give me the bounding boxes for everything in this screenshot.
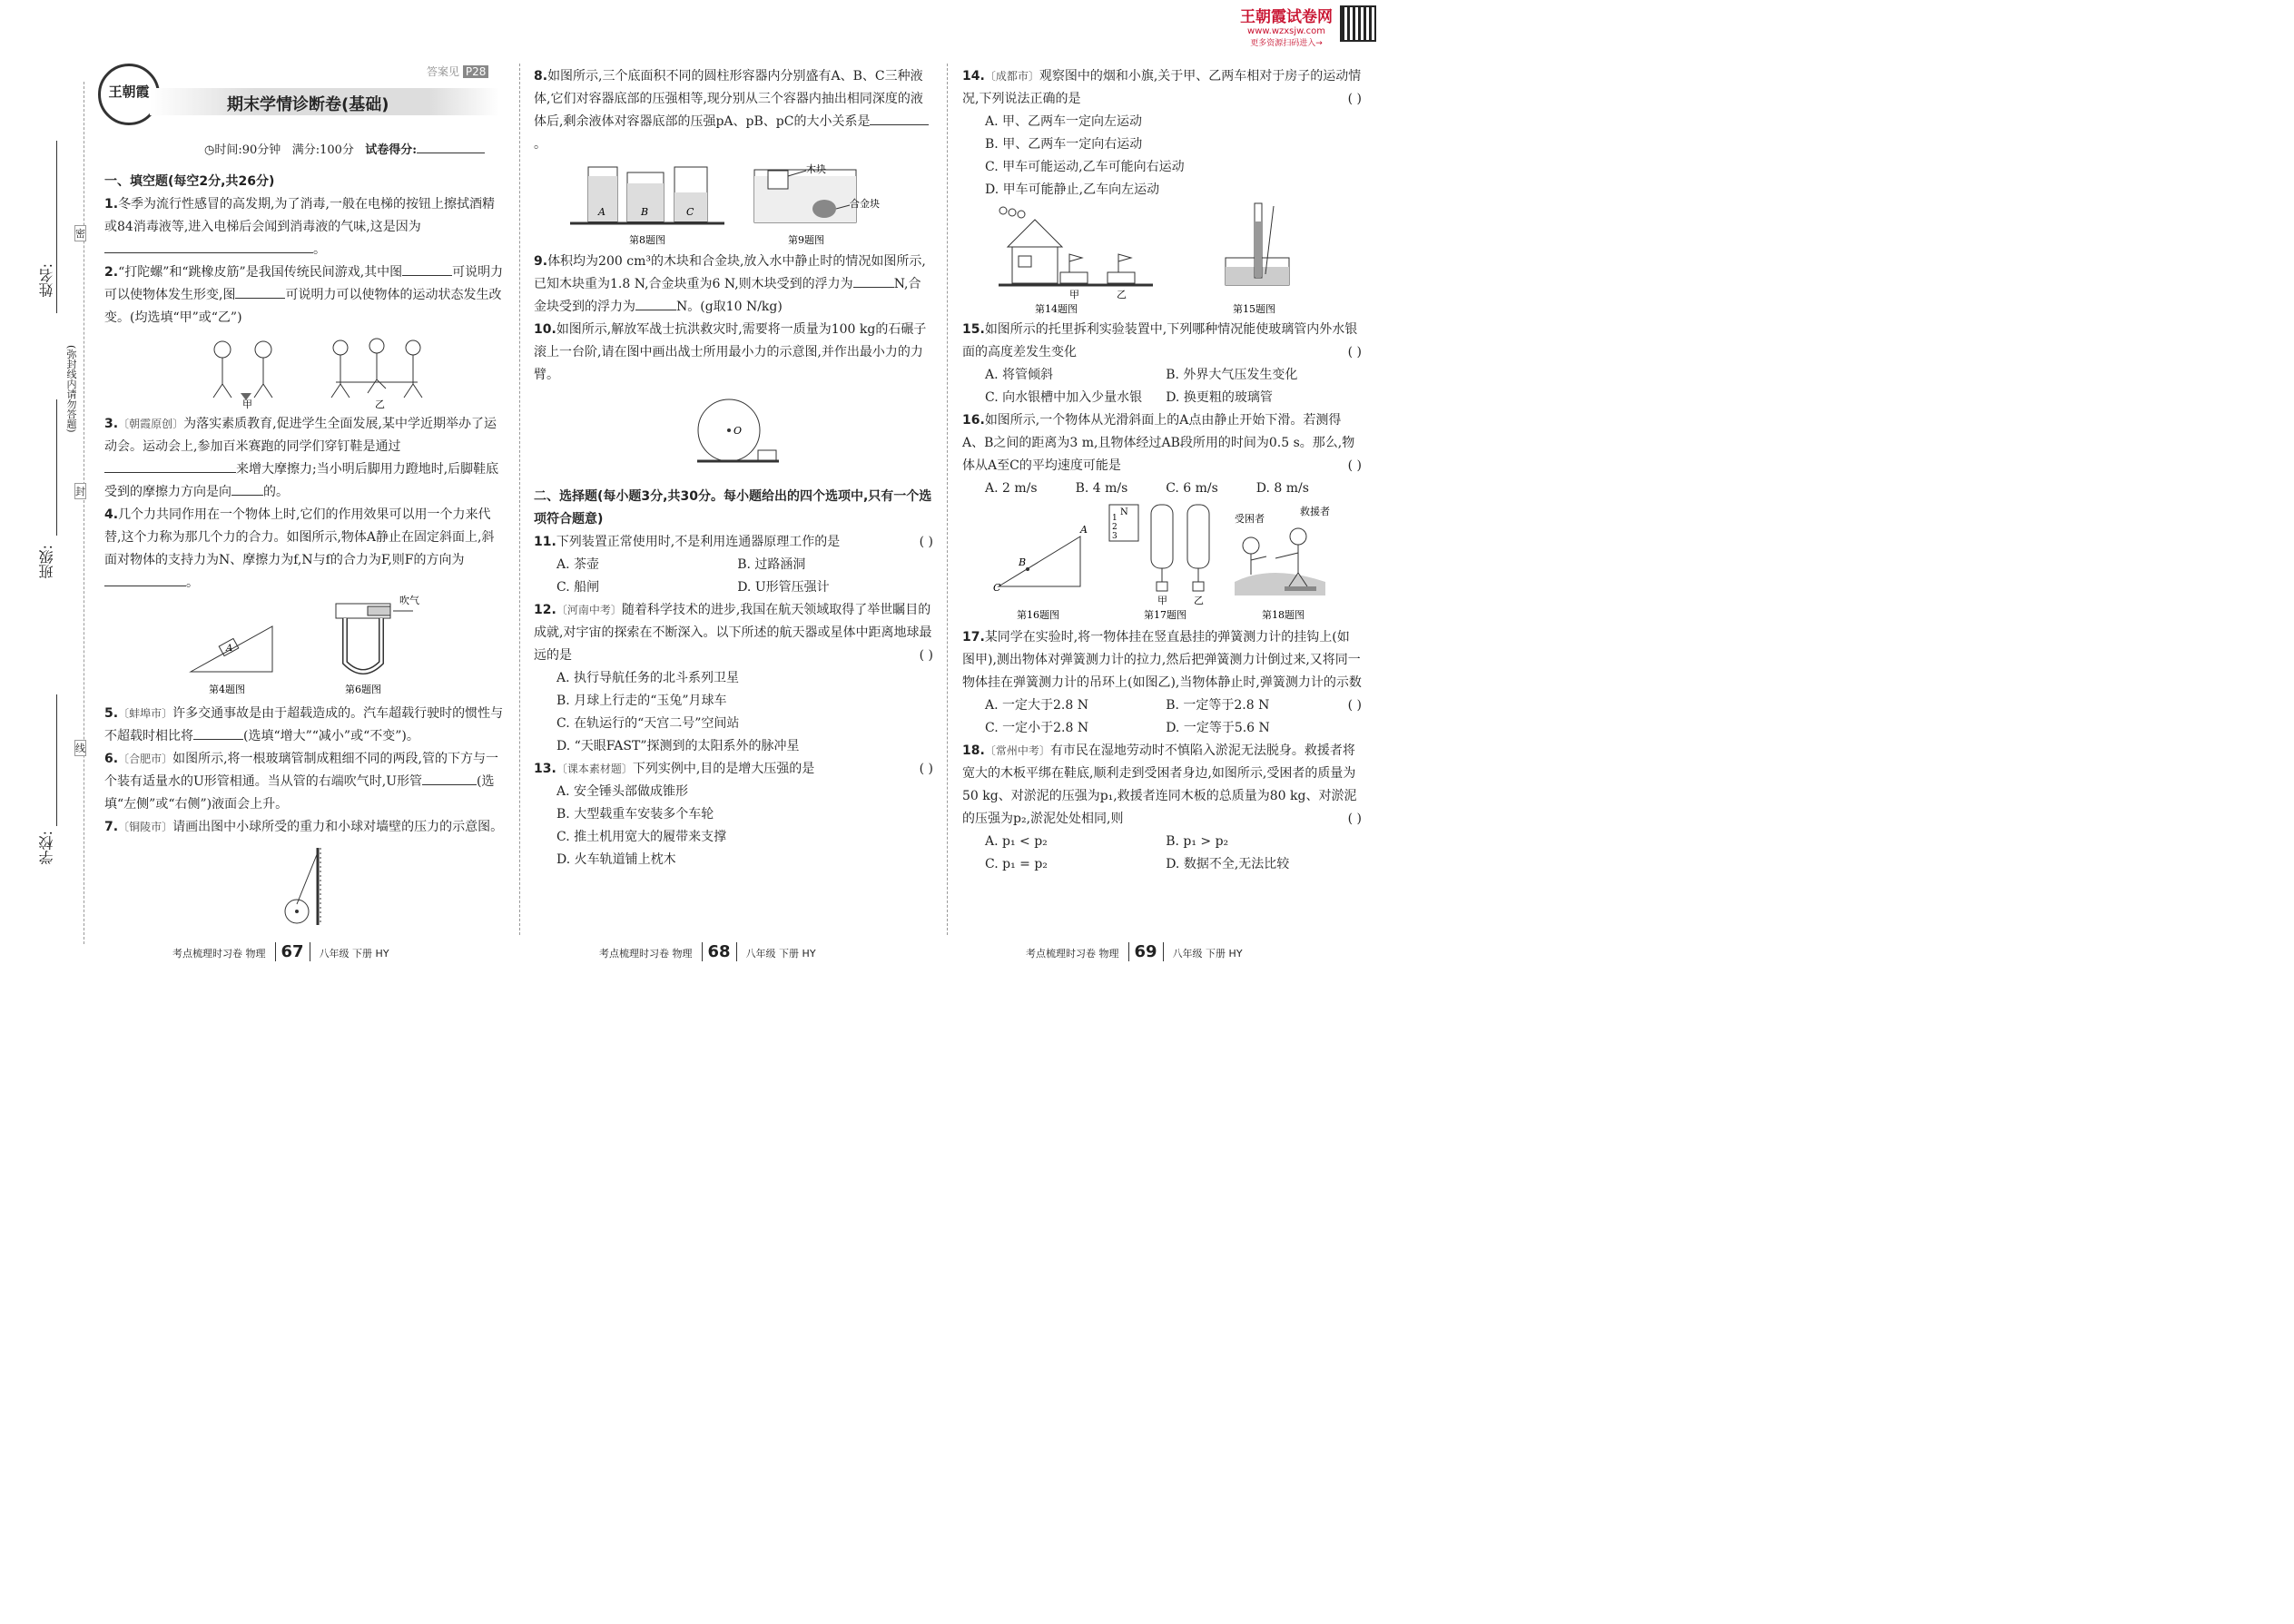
answer-page: P28 xyxy=(463,65,489,78)
figure-label-yi: 乙 xyxy=(375,399,385,409)
question-17: 17.某同学在实验时,将一物体挂在竖直悬挂的弹簧测力计的挂钩上(如图甲),测出物体对弹簧测力计的拉力,然后把弹簧测力计倒过来,又将同一物体挂在弹簧测力计的吊环上(如图乙),当物体静止时,弹簧测力计的示数 ( ) xyxy=(962,630,1362,713)
option[interactable]: A. 执行导航任务的北斗系列卫星 xyxy=(556,671,740,685)
option[interactable]: C. 一定小于2.8 N xyxy=(985,721,1089,735)
question-15: 15.如图所示的托里拆利实验装置中,下列哪种情况能使玻璃管内外水银面的高度差发生变化 ( ) xyxy=(962,322,1362,359)
option[interactable]: C. 在轨运行的“天宫二号”空间站 xyxy=(556,716,740,731)
option[interactable]: B. 一定等于2.8 N xyxy=(1166,698,1270,713)
question-4: 4.几个力共同作用在一个物体上时,它们的作用效果可以用一个力来代替,这个力称为那几个力的合力。如图所示,物体A静止在固定斜面上,斜面对物体的支持力为N、摩擦力为f,N与f的合力为F,则F的方向为。 xyxy=(104,507,495,590)
exam-time: 时间:90分钟 xyxy=(214,143,281,157)
column-1 xyxy=(104,171,504,933)
option[interactable]: B. 甲、乙两车一定向右运动 xyxy=(985,137,1143,152)
water-tank-figure xyxy=(754,162,880,222)
svg-text:A: A xyxy=(598,206,605,218)
figure-caption: 第9题图 xyxy=(788,234,824,246)
page-title: 期末学情诊断卷(基础) xyxy=(227,95,389,114)
answer-blank[interactable] xyxy=(104,573,186,586)
figure-label-jia: 甲 xyxy=(242,399,252,409)
svg-text:乙: 乙 xyxy=(1194,595,1204,606)
option[interactable]: D. U形管压强计 xyxy=(737,580,830,595)
clock-icon: ◷ xyxy=(204,143,215,157)
question-12: 12.〔河南中考〕随着科学技术的进步,我国在航天领域取得了举世瞩目的成就,对宇宙的探索在不断深入。以下所述的航天器或星体中距离地球最远的是 ( ) xyxy=(534,603,933,663)
svg-text:2: 2 xyxy=(1112,523,1117,532)
svg-text:B: B xyxy=(1019,556,1027,568)
section-1-title: 一、填空题(每空2分,共26分) xyxy=(104,174,275,189)
question-3: 3.〔朝霞原创〕为落实素质教育,促进学生全面发展,某中学近期举办了运动会。运动会上,参加百米赛跑的同学们穿钉鞋是通过来增大摩擦力;当小明后脚用力蹬地时,后脚鞋底受到的摩擦力方向是向 的。 xyxy=(104,417,499,499)
figure-caption: 第16题图 xyxy=(1017,609,1059,621)
option[interactable]: D. 8 m/s xyxy=(1255,481,1309,496)
answer-blank[interactable] xyxy=(104,240,313,253)
svg-text:救援者: 救援者 xyxy=(1300,506,1330,517)
svg-text:C: C xyxy=(686,206,694,218)
svg-text:3: 3 xyxy=(1112,532,1117,541)
figure-q16-q18 xyxy=(962,500,1362,623)
question-16: 16.如图所示,一个物体从光滑斜面上的A点由静止开始下滑。若测得A、B之间的距离为3 m,且物体经过AB段所用的时间为0.5 s。那么,物体从A至C的平均速度可能是 ( ) xyxy=(962,413,1362,473)
slope-figure xyxy=(993,524,1088,594)
svg-text:C: C xyxy=(993,582,1001,594)
svg-text:B: B xyxy=(641,206,649,218)
option[interactable]: A. 茶壶 xyxy=(556,557,600,572)
svg-text:木块: 木块 xyxy=(806,163,826,175)
figure-q10[interactable] xyxy=(534,387,933,482)
column-divider xyxy=(947,64,948,935)
question-1: 1.冬季为流行性感冒的高发期,为了消毒,一般在电梯的按钮上擦拭酒精或84消毒液等,进入电梯后会闻到消毒液的气味,这是因为。 xyxy=(104,197,495,257)
option[interactable]: A. 安全锤头部做成锥形 xyxy=(556,784,689,799)
question-15-options xyxy=(962,364,1362,409)
option[interactable]: D. 换更粗的玻璃管 xyxy=(1166,390,1273,405)
option[interactable]: A. 一定大于2.8 N xyxy=(985,698,1088,713)
jump-rope-kids-icon xyxy=(331,339,422,398)
qr-code-icon[interactable] xyxy=(1340,5,1376,42)
spinning-top-kids-icon xyxy=(213,341,272,400)
option[interactable]: D. 一定等于5.6 N xyxy=(1166,721,1270,735)
answer-blank[interactable] xyxy=(422,772,477,785)
option[interactable]: B. 过路涵洞 xyxy=(737,557,806,572)
answer-blank[interactable] xyxy=(193,726,243,740)
figure-q4-q6 xyxy=(104,595,504,699)
figure-caption: 第6题图 xyxy=(345,684,381,695)
option[interactable]: A. 2 m/s xyxy=(985,481,1038,496)
answer-blank[interactable] xyxy=(235,285,285,299)
side-name-label: 姓名: xyxy=(38,263,55,298)
option[interactable]: B. 4 m/s xyxy=(1075,481,1128,496)
option[interactable]: C. 推土机用宽大的履带来支撑 xyxy=(556,830,727,844)
answer-blank[interactable] xyxy=(635,297,676,310)
figure-q14-q15 xyxy=(962,202,1362,315)
option[interactable]: A. 甲、乙两车一定向左运动 xyxy=(985,114,1143,129)
u-tube-figure xyxy=(336,604,413,672)
option[interactable]: B. 大型载重车安装多个车轮 xyxy=(556,807,714,822)
house-cars-figure xyxy=(999,207,1153,300)
exam-full-score: 满分:100分 xyxy=(291,143,354,157)
page-number: 69 xyxy=(1128,942,1164,961)
option[interactable]: C. 船闸 xyxy=(556,580,600,595)
section-2-title: 二、选择题(每小题3分,共30分。每小题给出的四个选项中,只有一个选项符合题意) xyxy=(534,489,932,527)
side-school-label: 学校: xyxy=(38,831,55,865)
footer-page-67: 考点梳理时习卷 物理 67 八年级 下册 HY xyxy=(172,942,389,961)
seal-feng: 封 xyxy=(74,483,86,499)
incline-figure xyxy=(191,626,272,672)
figure-q7[interactable] xyxy=(104,839,504,930)
class-line xyxy=(56,399,57,536)
option[interactable]: C. 甲车可能运动,乙车可能向右运动 xyxy=(985,160,1185,174)
svg-text:1: 1 xyxy=(1112,514,1117,523)
option[interactable]: D. 甲车可能静止,乙车向左运动 xyxy=(985,182,1160,197)
footer-page-69: 考点梳理时习卷 物理 69 八年级 下册 HY xyxy=(1026,942,1243,961)
svg-text:乙: 乙 xyxy=(1117,289,1127,300)
figure-q2 xyxy=(104,330,504,409)
column-2 xyxy=(534,65,933,871)
brand-tip: 更多资源扫码进入→ xyxy=(1250,39,1323,48)
figure-caption: 第17题图 xyxy=(1144,609,1186,621)
option[interactable]: D. 数据不全,无法比较 xyxy=(1166,857,1290,871)
name-line xyxy=(56,141,57,313)
question-13-options xyxy=(534,781,933,871)
question-7: 7.〔铜陵市〕请画出图中小球所受的重力和小球对墙壁的压力的示意图。 xyxy=(104,820,504,834)
spring-scale-figure xyxy=(1109,505,1209,606)
mud-rescue-figure xyxy=(1235,505,1330,595)
score-blank[interactable] xyxy=(417,140,485,153)
exam-info xyxy=(204,140,485,157)
school-line xyxy=(56,694,57,826)
footer-page-68: 考点梳理时习卷 物理 68 八年级 下册 HY xyxy=(599,942,816,961)
question-11-options xyxy=(534,554,933,599)
option[interactable]: C. p₁ = p₂ xyxy=(985,857,1048,871)
svg-text:受困者: 受困者 xyxy=(1235,513,1265,525)
answer-blank[interactable] xyxy=(104,459,236,473)
option[interactable]: D. “天眼FAST”探测到的太阳系外的脉冲星 xyxy=(556,739,800,753)
question-14-options xyxy=(962,111,1362,202)
question-8: 8.如图所示,三个底面积不同的圆柱形容器内分别盛有A、B、C三种液体,它们对容器底部的压强相等,现分别从三个容器内抽出相同深度的液体后,剩余液体对容器底部的压强pA、pB、pC的大小关系是。 xyxy=(534,65,933,156)
figure-caption: 第8题图 xyxy=(629,234,665,246)
page-number: 68 xyxy=(702,942,737,961)
column-3 xyxy=(962,65,1362,876)
svg-text:合金块: 合金块 xyxy=(850,198,880,210)
logo-badge: 王朝霞 xyxy=(98,64,160,125)
torricelli-figure xyxy=(1226,203,1289,285)
question-17-options xyxy=(962,694,1362,740)
seal-mi: 密 xyxy=(74,225,86,241)
containers-figure xyxy=(570,167,724,223)
page-number: 67 xyxy=(275,942,310,961)
question-18-options xyxy=(962,831,1362,876)
question-13: 13.〔课本素材题〕下列实例中,目的是增大压强的是 ( ) xyxy=(534,762,933,776)
figure-caption: 第18题图 xyxy=(1262,609,1305,621)
option[interactable]: D. 火车轨道铺上枕木 xyxy=(556,852,676,867)
question-12-options xyxy=(534,667,933,758)
svg-text:甲: 甲 xyxy=(1069,289,1079,300)
seal-xian: 线 xyxy=(74,740,86,756)
answer-blank[interactable] xyxy=(402,262,452,276)
question-14: 14.〔成都市〕观察图中的烟和小旗,关于甲、乙两车相对于房子的运动情况,下列说法正确的是 ( ) xyxy=(962,69,1362,106)
figure-q8-q9 xyxy=(534,156,933,247)
side-class-label: 班级: xyxy=(38,545,55,579)
question-18: 18.〔常州中考〕有市民在湿地劳动时不慎陷入淤泥无法脱身。救援者将宽大的木板平绑在鞋底,顺利走到受困者身边,如图所示,受困者的质量为50 kg、对淤泥的压强为p₁,救援者连同木板的总质量为80 kg、对淤泥的压强为p₂,淤泥处处相同,则 ( ) xyxy=(962,743,1362,826)
figure-caption: 第14题图 xyxy=(1035,303,1078,315)
option[interactable]: C. 6 m/s xyxy=(1166,481,1218,496)
question-10: 10.如图所示,解放军战士抗洪救灾时,需要将一质量为100 kg的石碾子滚上一台阶,请在图中画出战士所用最小力的示意图,并作出最小力的力臂。 xyxy=(534,322,927,382)
question-16-options xyxy=(962,477,1362,500)
svg-text:甲: 甲 xyxy=(1157,595,1167,606)
option[interactable]: A. 将管倾斜 xyxy=(985,368,1054,382)
answer-blank[interactable] xyxy=(853,274,894,288)
seal-note: (弥封线内请勿答题) xyxy=(65,345,77,433)
exam-score-label: 试卷得分: xyxy=(365,143,418,157)
brand-name: 王朝霞试卷网 xyxy=(1240,8,1333,26)
question-5: 5.〔蚌埠市〕许多交通事故是由于超载造成的。汽车超载行驶时的惯性与不超载时相比将 (选填“增大”“减小”或“不变”)。 xyxy=(104,706,504,743)
option[interactable]: B. 月球上行走的“玉兔”月球车 xyxy=(556,694,727,708)
svg-text:O: O xyxy=(733,425,743,437)
option[interactable]: A. p₁ < p₂ xyxy=(985,834,1048,849)
question-9: 9.体积均为200 cm³的木块和合金块,放入水中静止时的情况如图所示,已知木块重为1.8 N,合金块重为6 N,则木块受到的浮力为 N,合金块受到的浮力为 N。(g取10 N/kg) xyxy=(534,254,926,314)
blow-label: 吹气 xyxy=(399,595,419,606)
question-6: 6.〔合肥市〕如图所示,将一根玻璃管制成粗细不同的两段,管的下方与一个装有适量水的U形管相通。当从管的右端吹气时,U形管 (选填“左侧”或“右侧”)液面会上升。 xyxy=(104,752,498,812)
figure-caption: 第4题图 xyxy=(209,684,245,695)
answer-blank[interactable] xyxy=(870,112,929,125)
figure-caption: 第15题图 xyxy=(1233,303,1275,315)
column-divider xyxy=(519,64,520,935)
option[interactable]: C. 向水银槽中加入少量水银 xyxy=(985,390,1143,405)
answer-ref xyxy=(427,64,488,79)
svg-text:A: A xyxy=(1080,524,1088,536)
svg-text:A: A xyxy=(226,644,233,654)
option[interactable]: B. 外界大气压发生变化 xyxy=(1166,368,1298,382)
question-11: 11.下列装置正常使用时,不是利用连通器原理工作的是 ( ) xyxy=(534,535,933,549)
answer-blank[interactable] xyxy=(231,482,263,496)
answer-ref-label: 答案见 xyxy=(427,65,460,78)
question-2: 2.“打陀螺”和“跳橡皮筋”是我国传统民间游戏,其中图 可说明力可以使物体发生形变,图 可说明力可以使物体的运动状态发生改变。(均选填“甲”或“乙”) xyxy=(104,261,504,330)
svg-text:N: N xyxy=(1120,507,1128,517)
brand-block xyxy=(1236,4,1336,48)
brand-url[interactable]: www.wzxsjw.com xyxy=(1247,26,1325,36)
option[interactable]: B. p₁ > p₂ xyxy=(1166,834,1229,849)
